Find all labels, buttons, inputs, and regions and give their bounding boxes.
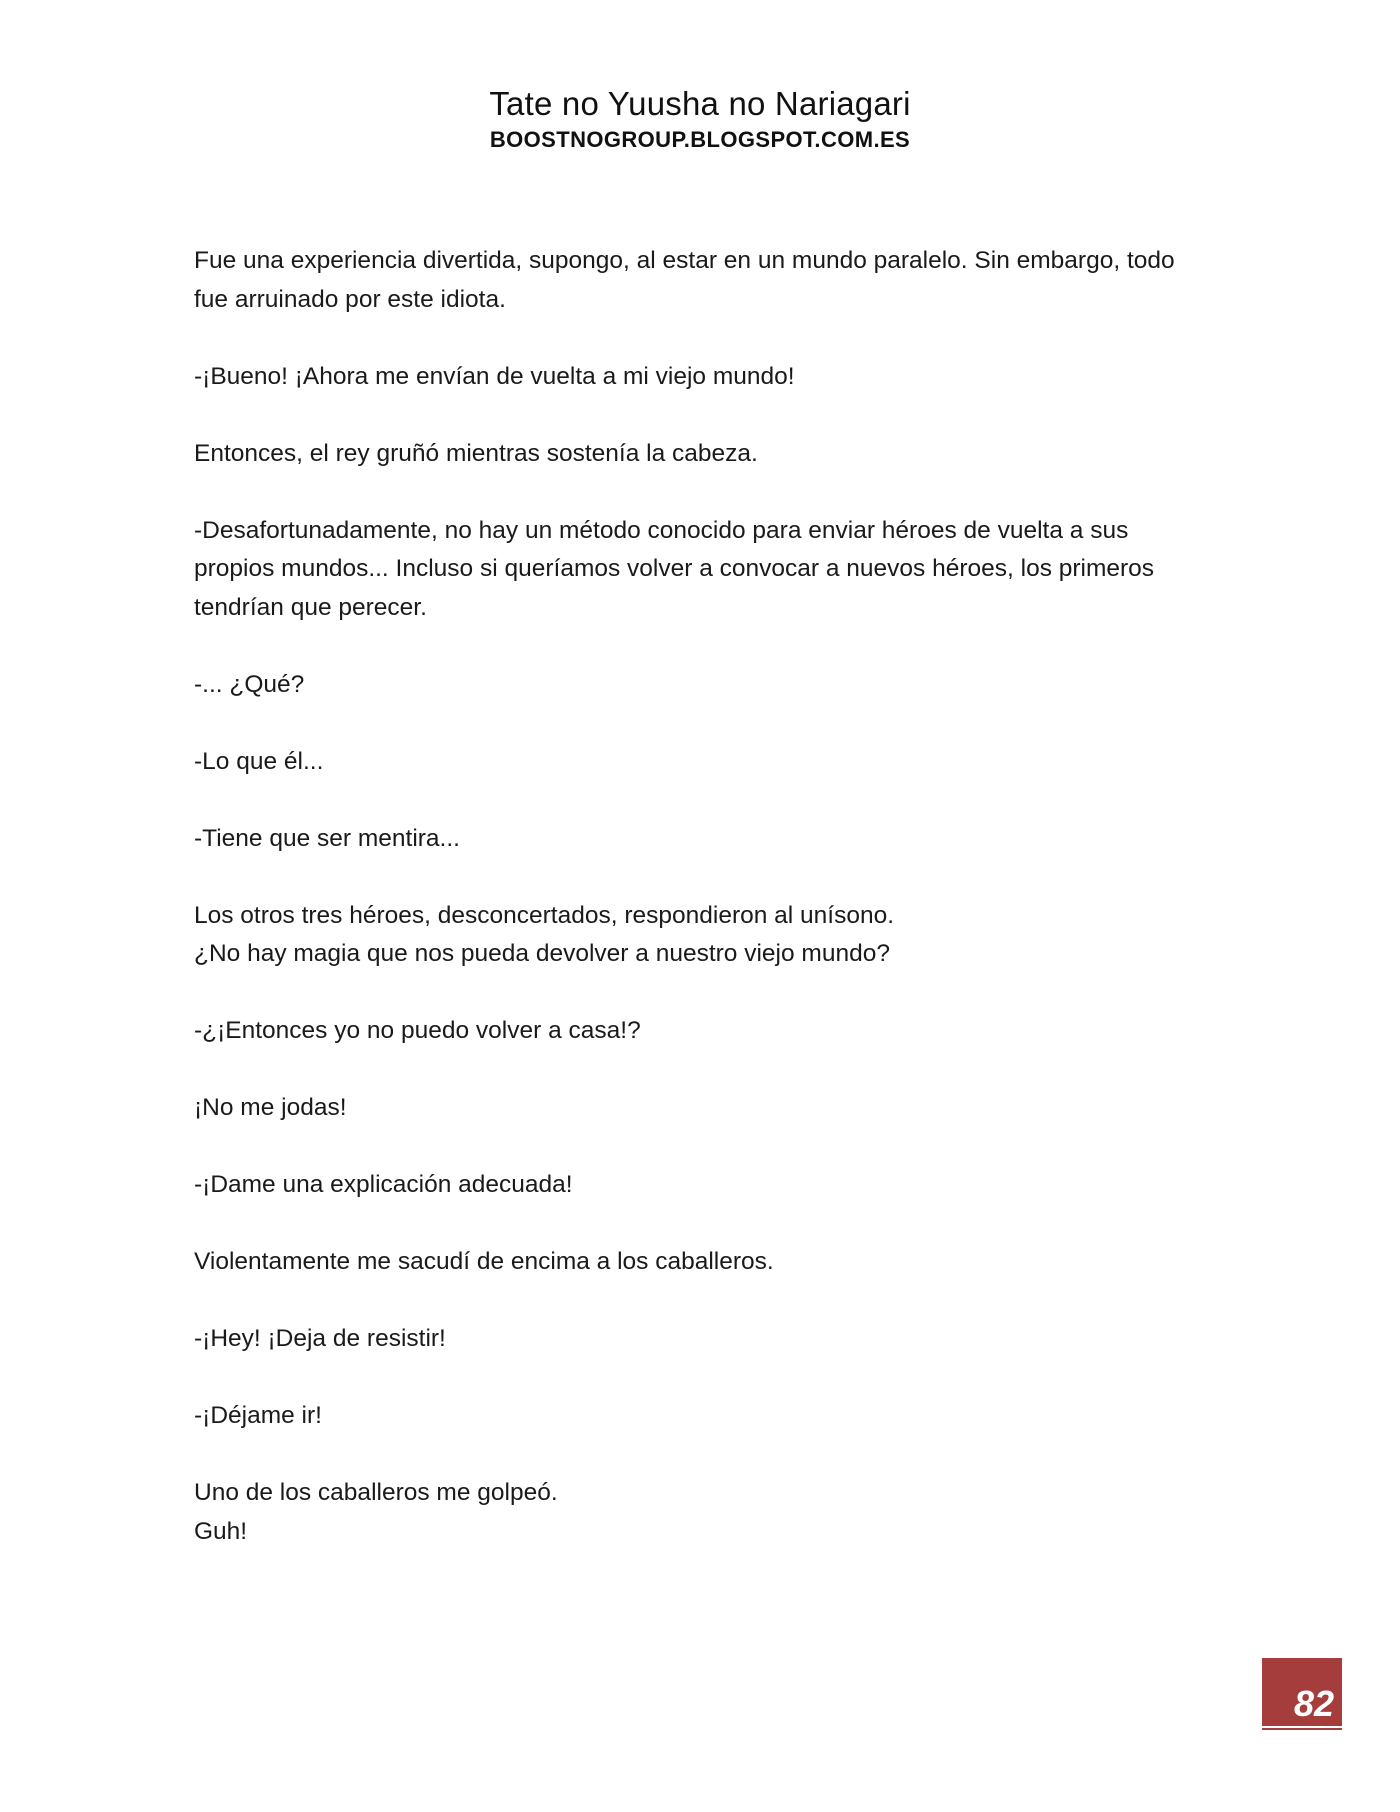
body-text [194,242,1224,1590]
page-header [0,84,1400,154]
text-line: -Tiene que ser mentira... [194,824,460,852]
text-line: -¿¡Entonces yo no puedo volver a casa!? [194,1017,641,1044]
paragraph [194,1397,1224,1436]
paragraph [194,1166,1224,1205]
text-line: -Lo que él... [194,747,324,775]
paragraph [194,358,1224,397]
paragraph [194,512,1224,628]
text-line: fue arruinado por este idiota. [194,285,506,313]
paragraph [194,242,1224,319]
paragraph [194,1474,1224,1551]
text-line: Entonces, el rey gruñó mientras sostenía la cabeza. [194,439,758,467]
page-number: 82 [1293,1683,1334,1724]
paragraph [194,743,1224,782]
text-line: Violentamente me sacudí de encima a los caballeros. [194,1248,774,1275]
paragraph [194,1089,1224,1128]
text-line: -¡Hey! ¡Deja de resistir! [194,1325,446,1352]
paragraph [194,666,1224,705]
text-line: -¡Bueno! ¡Ahora me envían de vuelta a mi viejo mundo! [194,362,795,390]
paragraph [194,820,1224,859]
text-line: tendrían que perecer. [194,593,427,621]
text-line: ¡No me jodas! [194,1094,347,1121]
text-line: ¿No hay magia que nos pueda devolver a nuestro viejo mundo? [194,940,890,967]
paragraph [194,1243,1224,1282]
paragraph [194,1012,1224,1051]
text-line: Uno de los caballeros me golpeó. [194,1479,558,1506]
text-line: Los otros tres héroes, desconcertados, respondieron al unísono. [194,901,895,929]
paragraph [194,435,1224,474]
text-line: Fue una experiencia divertida, supongo, al estar en un mundo paralelo. Sin embargo, todo [194,247,1175,274]
text-line: -Desafortunadamente, no hay un método conocido para enviar héroes de vuelta a sus [194,516,1129,544]
text-line: propios mundos... Incluso si queríamos volver a convocar a nuevos héroes, los primeros [194,555,1155,582]
book-title: Tate no Yuusha no Nariagari [489,85,911,122]
text-line: -¡Dame una explicación adecuada! [194,1171,573,1198]
page-number-badge [1262,1658,1342,1730]
site-url: BOOSTNOGROUP.BLOGSPOT.COM.ES [489,127,911,152]
text-line: Guh! [194,1517,248,1545]
text-line: -... ¿Qué? [194,670,305,698]
page-number-underline [1262,1726,1342,1728]
paragraph [194,1320,1224,1359]
text-line: -¡Déjame ir! [194,1402,322,1429]
paragraph [194,897,1224,974]
